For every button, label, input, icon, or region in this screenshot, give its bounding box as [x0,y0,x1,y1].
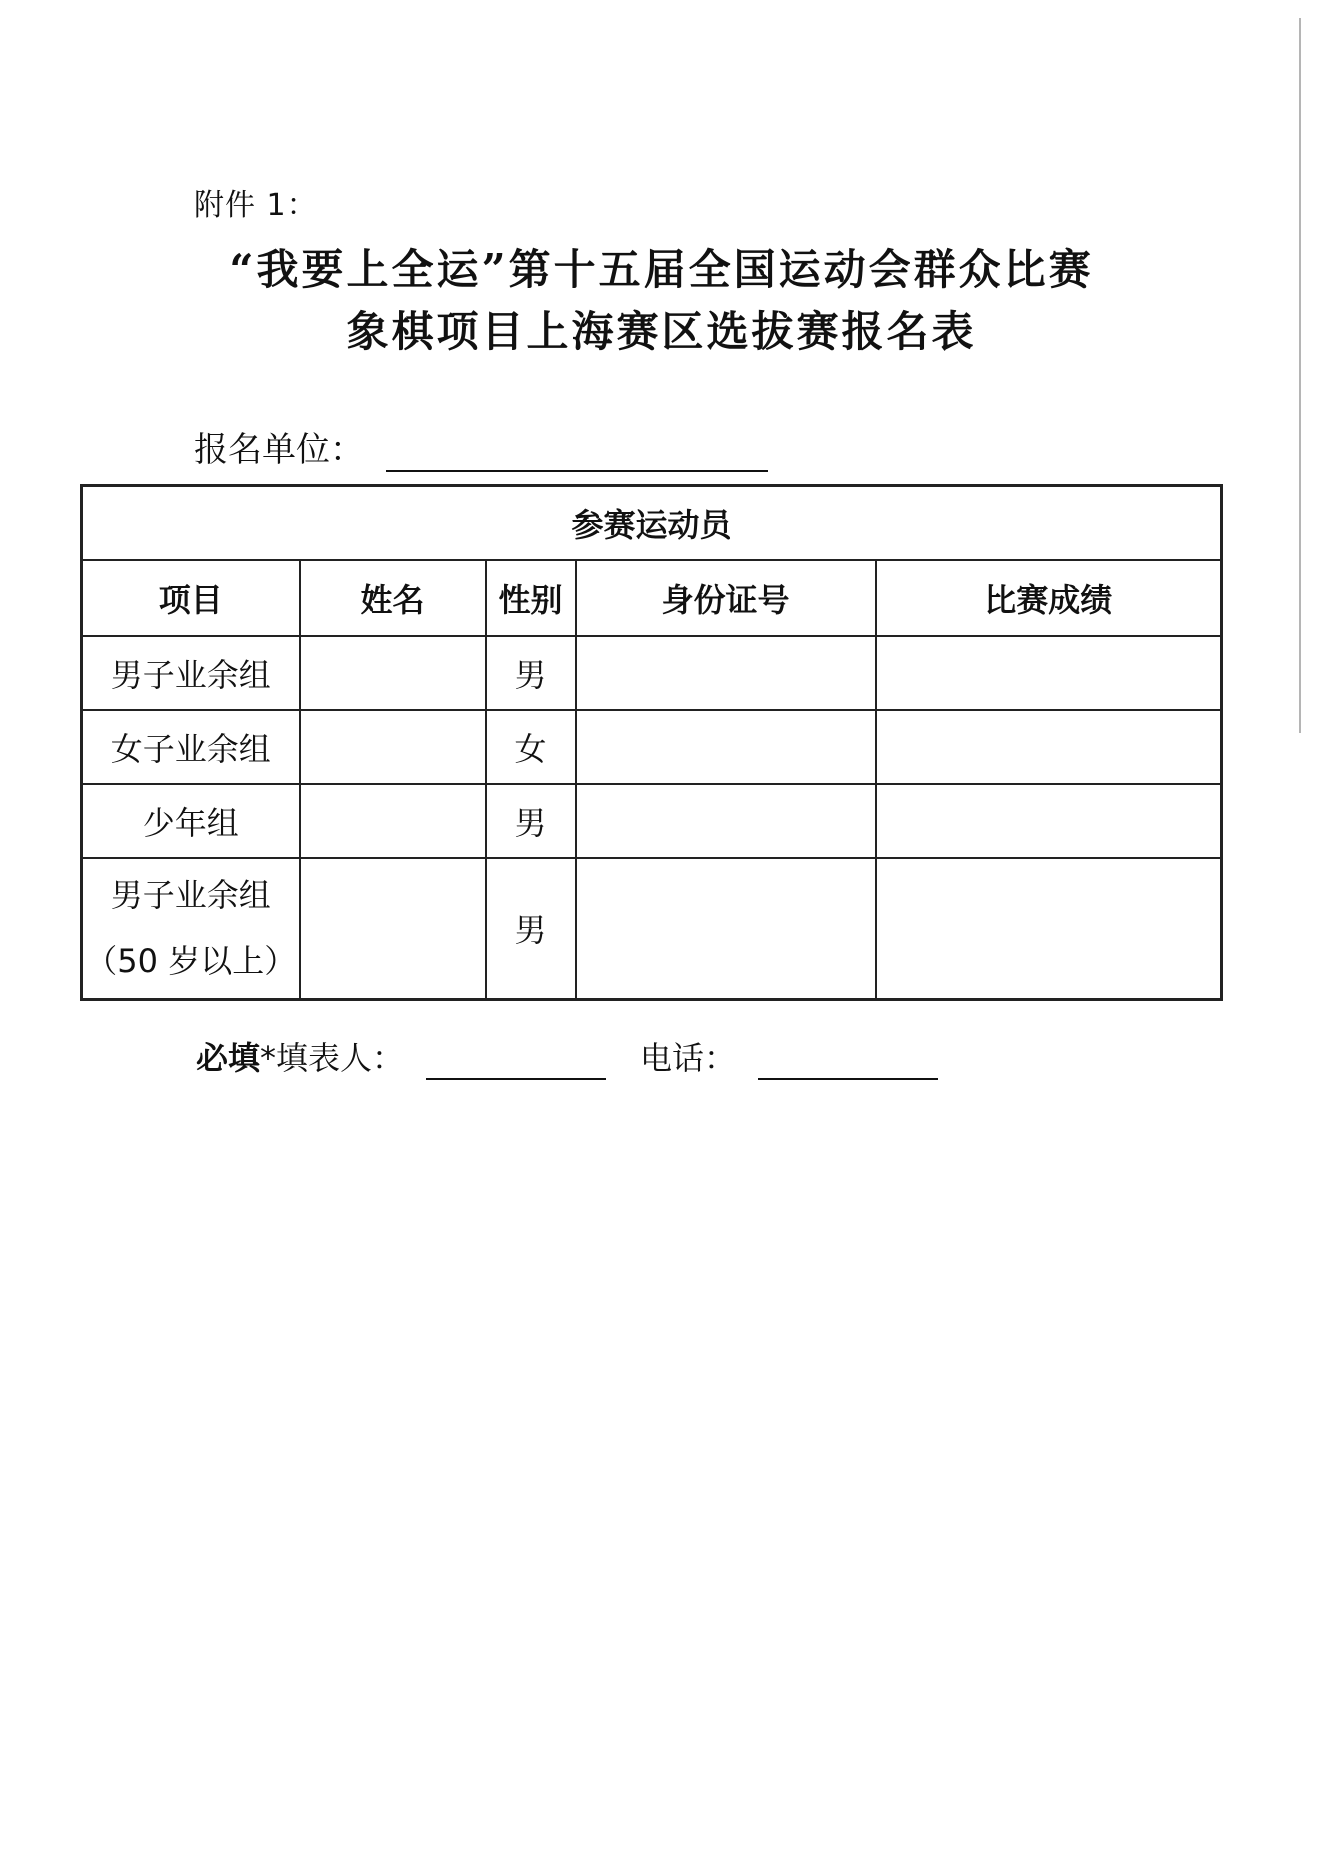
org-input-line[interactable] [386,430,768,472]
id-number-cell[interactable] [576,858,876,1000]
name-cell[interactable] [300,710,486,784]
gender-cell: 男 [486,636,576,710]
col-header-result: 比赛成绩 [876,560,1222,636]
event-cell: 女子业余组 [82,710,300,784]
signup-table [80,484,1223,1001]
event-text: 男子业余组 [110,876,271,915]
footer-row [196,1036,938,1080]
col-header-name: 姓名 [300,560,486,636]
table-row [82,784,1222,858]
result-cell[interactable] [876,858,1222,1000]
form-title-line-1: “我要上全运”第十五届全国运动会群众比赛 [229,245,1094,294]
org-row [194,428,768,472]
phone-input-line[interactable] [758,1038,938,1080]
col-header-id-number: 身份证号 [576,560,876,636]
org-label: 报名单位： [194,430,364,470]
table-group-header-row [82,486,1222,560]
filler-label: *填表人： [260,1039,405,1077]
id-number-cell[interactable] [576,784,876,858]
required-label: 必填 [196,1039,261,1077]
result-cell[interactable] [876,710,1222,784]
event-note: （50 岁以上） [85,942,297,981]
table-column-header-row [82,560,1222,636]
event-cell: 少年组 [82,784,300,858]
filler-input-line[interactable] [426,1038,606,1080]
group-header-athletes: 参赛运动员 [82,486,1222,560]
id-number-cell[interactable] [576,636,876,710]
id-number-cell[interactable] [576,710,876,784]
event-cell: 男子业余组 [82,636,300,710]
gender-cell: 男 [486,784,576,858]
gender-cell: 男 [486,858,576,1000]
table-row [82,858,1222,1000]
scan-edge-line [1299,18,1301,733]
col-header-gender: 性别 [486,560,576,636]
table-row [82,710,1222,784]
result-cell[interactable] [876,784,1222,858]
phone-label: 电话： [640,1039,737,1077]
gender-cell: 女 [486,710,576,784]
col-header-event: 项目 [82,560,300,636]
event-cell [82,858,300,1000]
attachment-label: 附件 1： [194,188,318,223]
result-cell[interactable] [876,636,1222,710]
form-title-line-2: 象棋项目上海赛区选拔赛报名表 [346,307,977,356]
name-cell[interactable] [300,858,486,1000]
table-row [82,636,1222,710]
name-cell[interactable] [300,784,486,858]
name-cell[interactable] [300,636,486,710]
